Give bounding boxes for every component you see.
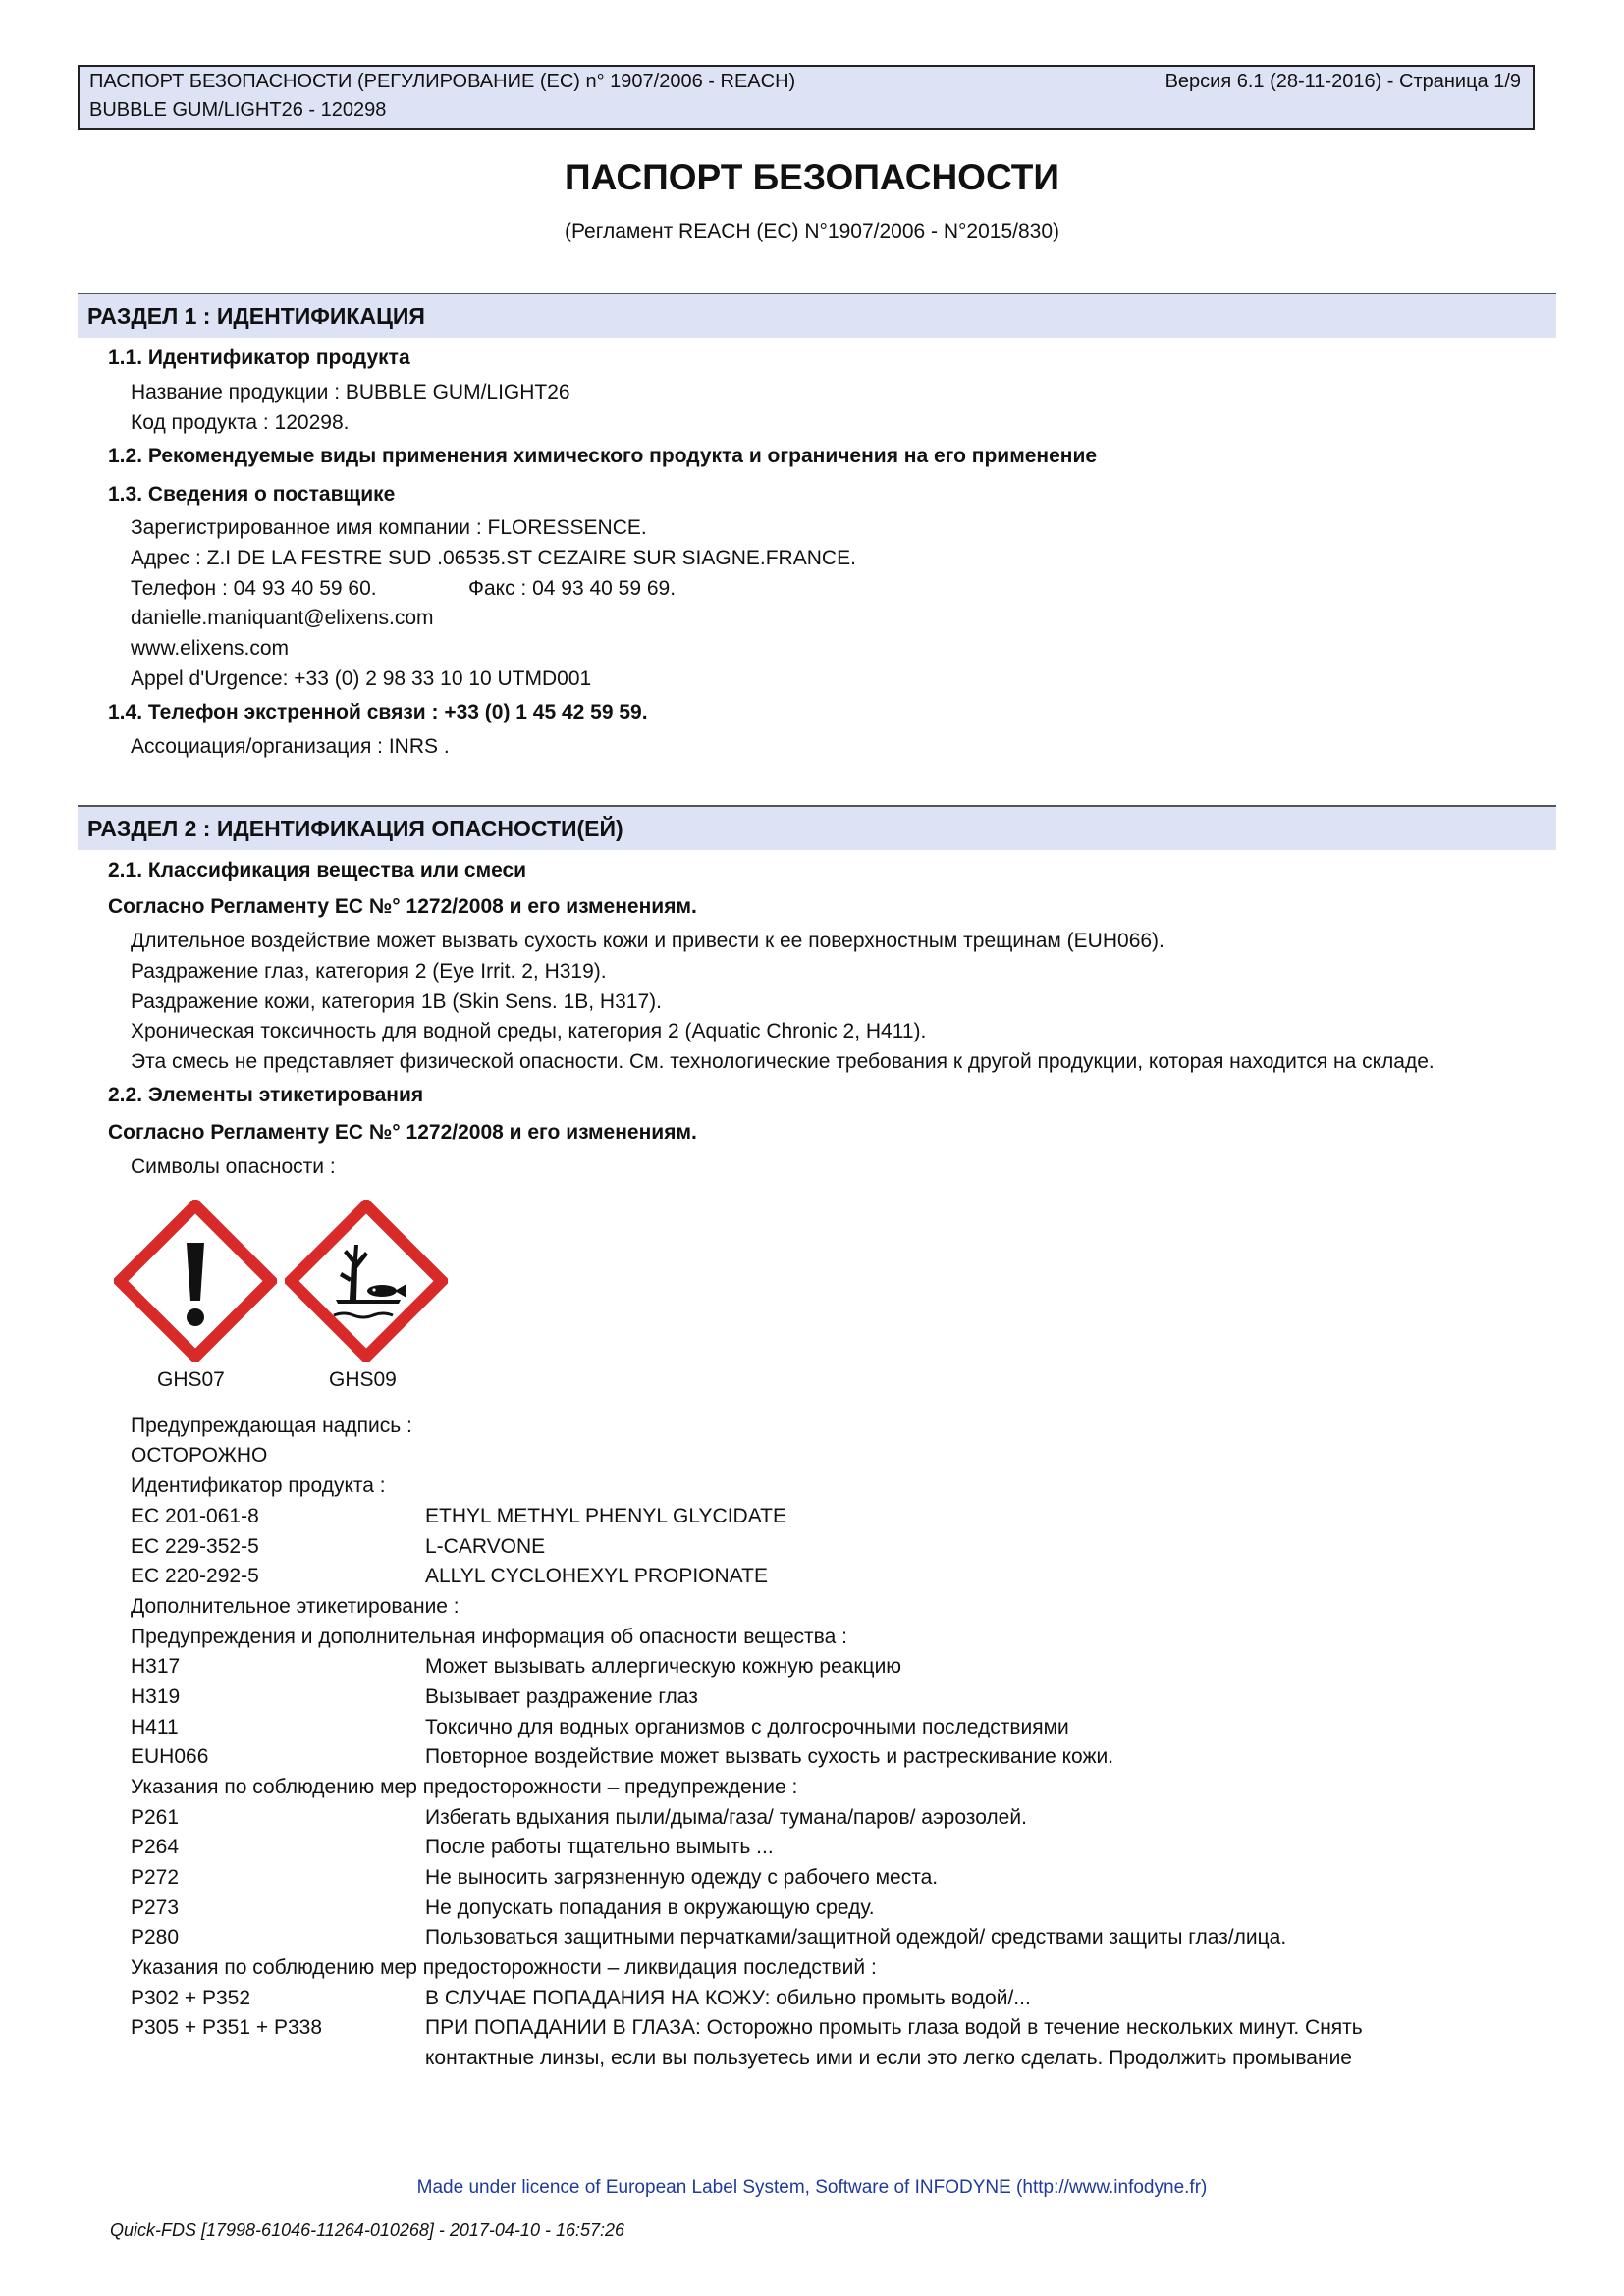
response-code: P302 + P352 bbox=[131, 1987, 251, 2009]
response-text: ПРИ ПОПАДАНИИ В ГЛАЗА: Осторожно промыть глаза водой в течение нескольких минут. Снять bbox=[425, 2016, 1363, 2039]
precaution-text: Избегать вдыхания пыли/дыма/газа/ тумана/паров/ аэрозолей. bbox=[425, 1806, 1027, 1829]
subsection-1-2: 1.2. Рекомендуемые виды применения химического продукта и ограничения на его применение bbox=[108, 445, 1098, 467]
hazard-text: Вызывает раздражение глаз bbox=[425, 1685, 698, 1708]
product-name: Название продукции : BUBBLE GUM/LIGHT26 bbox=[131, 381, 570, 403]
precaution-text: Пользоваться защитными перчатками/защитной одеждой/ средствами защиты глаз/лица. bbox=[425, 1926, 1287, 1949]
generator-footer: Quick-FDS [17998-61046-11264-010268] - 2017-04-10 - 16:57:26 bbox=[110, 2220, 625, 2240]
classification-line: Раздражение кожи, категория 1B (Skin Sens. 1B, H317). bbox=[131, 990, 662, 1013]
hazard-code: H317 bbox=[131, 1655, 181, 1678]
hazard-text: Может вызывать аллергическую кожную реакцию bbox=[425, 1655, 902, 1678]
response-text-continued: контактные линзы, если вы пользуетесь ими и если это легко сделать. Продолжить промывание bbox=[425, 2047, 1352, 2069]
hazard-code: H319 bbox=[131, 1685, 181, 1708]
company-fax: Факс : 04 93 40 59 69. bbox=[468, 577, 677, 600]
hazard-text: Повторное воздействие может вызвать сухость и растрескивание кожи. bbox=[425, 1745, 1114, 1768]
signal-word: ОСТОРОЖНО bbox=[131, 1444, 268, 1467]
subsection-2-1: 2.1. Классификация вещества или смеси bbox=[108, 859, 527, 881]
classification-line: Раздражение глаз, категория 2 (Eye Irrit. 2, H319). bbox=[131, 960, 607, 983]
precaution-code: P272 bbox=[131, 1866, 180, 1889]
precaution-text: После работы тщательно вымыть ... bbox=[425, 1836, 774, 1858]
company-website[interactable]: www.elixens.com bbox=[131, 637, 290, 660]
subsection-1-3: 1.3. Сведения о поставщике bbox=[108, 483, 396, 506]
hazard-code: EUH066 bbox=[131, 1745, 209, 1768]
hazard-statements-label: Предупреждения и дополнительная информация об опасности вещества : bbox=[131, 1626, 847, 1648]
identifier-name: ETHYL METHYL PHENYL GLYCIDATE bbox=[425, 1505, 786, 1527]
classification-line: Длительное воздействие может вызвать сухость кожи и привести к ее поверхностным трещинам (EUH066). bbox=[131, 930, 1164, 952]
precaution-text: Не допускать попадания в окружающую среду. bbox=[425, 1896, 875, 1919]
subsection-2-2: 2.2. Элементы этикетирования bbox=[108, 1084, 424, 1106]
precaution-code: P280 bbox=[131, 1926, 180, 1949]
identifier-code: EC 220-292-5 bbox=[131, 1565, 259, 1587]
company-name: Зарегистрированное имя компании : FLORESSENCE. bbox=[131, 516, 647, 539]
product-identifier-label: Идентификатор продукта : bbox=[131, 1474, 386, 1497]
response-code: P305 + P351 + P338 bbox=[131, 2016, 322, 2039]
emergency-appel: Appel d'Urgence: +33 (0) 2 98 33 10 10 UTMD001 bbox=[131, 667, 592, 690]
regulation-note-1: Согласно Регламенту ЕС №° 1272/2008 и его изменениям. bbox=[108, 895, 697, 918]
response-text: В СЛУЧАЕ ПОПАДАНИЯ НА КОЖУ: обильно промыть водой/... bbox=[425, 1987, 1031, 2009]
company-address: Адрес : Z.I DE LA FESTRE SUD .06535.ST CEZAIRE SUR SIAGNE.FRANCE. bbox=[131, 547, 856, 569]
identifier-code: EC 201-061-8 bbox=[131, 1505, 259, 1527]
hazard-code: H411 bbox=[131, 1716, 179, 1738]
hazard-text: Токсично для водных организмов с долгосрочными последствиями bbox=[425, 1716, 1069, 1738]
response-label: Указания по соблюдению мер предосторожности – ликвидация последствий : bbox=[131, 1956, 877, 1979]
regulation-note-2: Согласно Регламенту ЕС №° 1272/2008 и его изменениям. bbox=[108, 1121, 697, 1144]
document-header bbox=[78, 65, 1535, 130]
symbols-label: Символы опасности : bbox=[131, 1155, 336, 1178]
environment-dead-tree-fish-icon bbox=[285, 1200, 448, 1362]
precaution-code: P261 bbox=[131, 1806, 180, 1829]
identifier-name: L-CARVONE bbox=[425, 1535, 546, 1558]
product-code: Код продукта : 120298. bbox=[131, 411, 350, 434]
identifier-code: EC 229-352-5 bbox=[131, 1535, 259, 1558]
prevention-label: Указания по соблюдению мер предосторожности – предупреждение : bbox=[131, 1776, 798, 1798]
company-email[interactable]: danielle.maniquant@elixens.com bbox=[131, 607, 434, 629]
classification-line: Хроническая токсичность для водной среды, категория 2 (Aquatic Chronic 2, H411). bbox=[131, 1020, 927, 1042]
header-product: BUBBLE GUM/LIGHT26 - 120298 bbox=[89, 99, 387, 121]
identifier-name: ALLYL CYCLOHEXYL PROPIONATE bbox=[425, 1565, 768, 1587]
document-title: ПАСПОРТ БЕЗОПАСНОСТИ bbox=[565, 157, 1059, 197]
section-1-heading bbox=[78, 293, 1556, 338]
licence-footer[interactable]: Made under licence of European Label System, Software of INFODYNE (http://www.infodyne.fr) bbox=[416, 2177, 1208, 2198]
section-2-heading bbox=[78, 805, 1556, 850]
section-1-title: РАЗДЕЛ 1 : ИДЕНТИФИКАЦИЯ bbox=[87, 303, 425, 329]
pictogram-label-ghs09: GHS09 bbox=[329, 1368, 397, 1391]
subsection-1-1: 1.1. Идентификатор продукта bbox=[108, 347, 410, 369]
subsection-1-4: 1.4. Телефон экстренной связи : +33 (0) 1 45 42 59 59. bbox=[108, 701, 648, 723]
precaution-code: P264 bbox=[131, 1836, 180, 1858]
header-version-page: Версия 6.1 (28-11-2016) - Страница 1/9 bbox=[1164, 71, 1521, 92]
association: Ассоциация/организация : INRS . bbox=[131, 735, 450, 758]
section-2-title: РАЗДЕЛ 2 : ИДЕНТИФИКАЦИЯ ОПАСНОСТИ(ЕЙ) bbox=[87, 816, 623, 841]
pictogram-label-ghs07: GHS07 bbox=[157, 1368, 225, 1391]
signal-word-label: Предупреждающая надпись : bbox=[131, 1415, 412, 1437]
additional-labelling-label: Дополнительное этикетирование : bbox=[131, 1595, 460, 1618]
precaution-code: P273 bbox=[131, 1896, 180, 1919]
exclamation-mark-icon bbox=[114, 1200, 277, 1362]
precaution-text: Не выносить загрязненную одежду с рабочего места. bbox=[425, 1866, 939, 1889]
header-regulation-title: ПАСПОРТ БЕЗОПАСНОСТИ (РЕГУЛИРОВАНИЕ (ЕС) n° 1907/2006 - REACH) bbox=[89, 71, 796, 92]
document-subtitle: (Регламент REACH (ЕС) N°1907/2006 - N°2015/830) bbox=[564, 220, 1060, 242]
company-phone: Телефон : 04 93 40 59 60. bbox=[131, 577, 377, 600]
classification-line: Эта смесь не представляет физической опасности. См. технологические требования к другой продукции, которая находится на складе. bbox=[131, 1050, 1435, 1073]
